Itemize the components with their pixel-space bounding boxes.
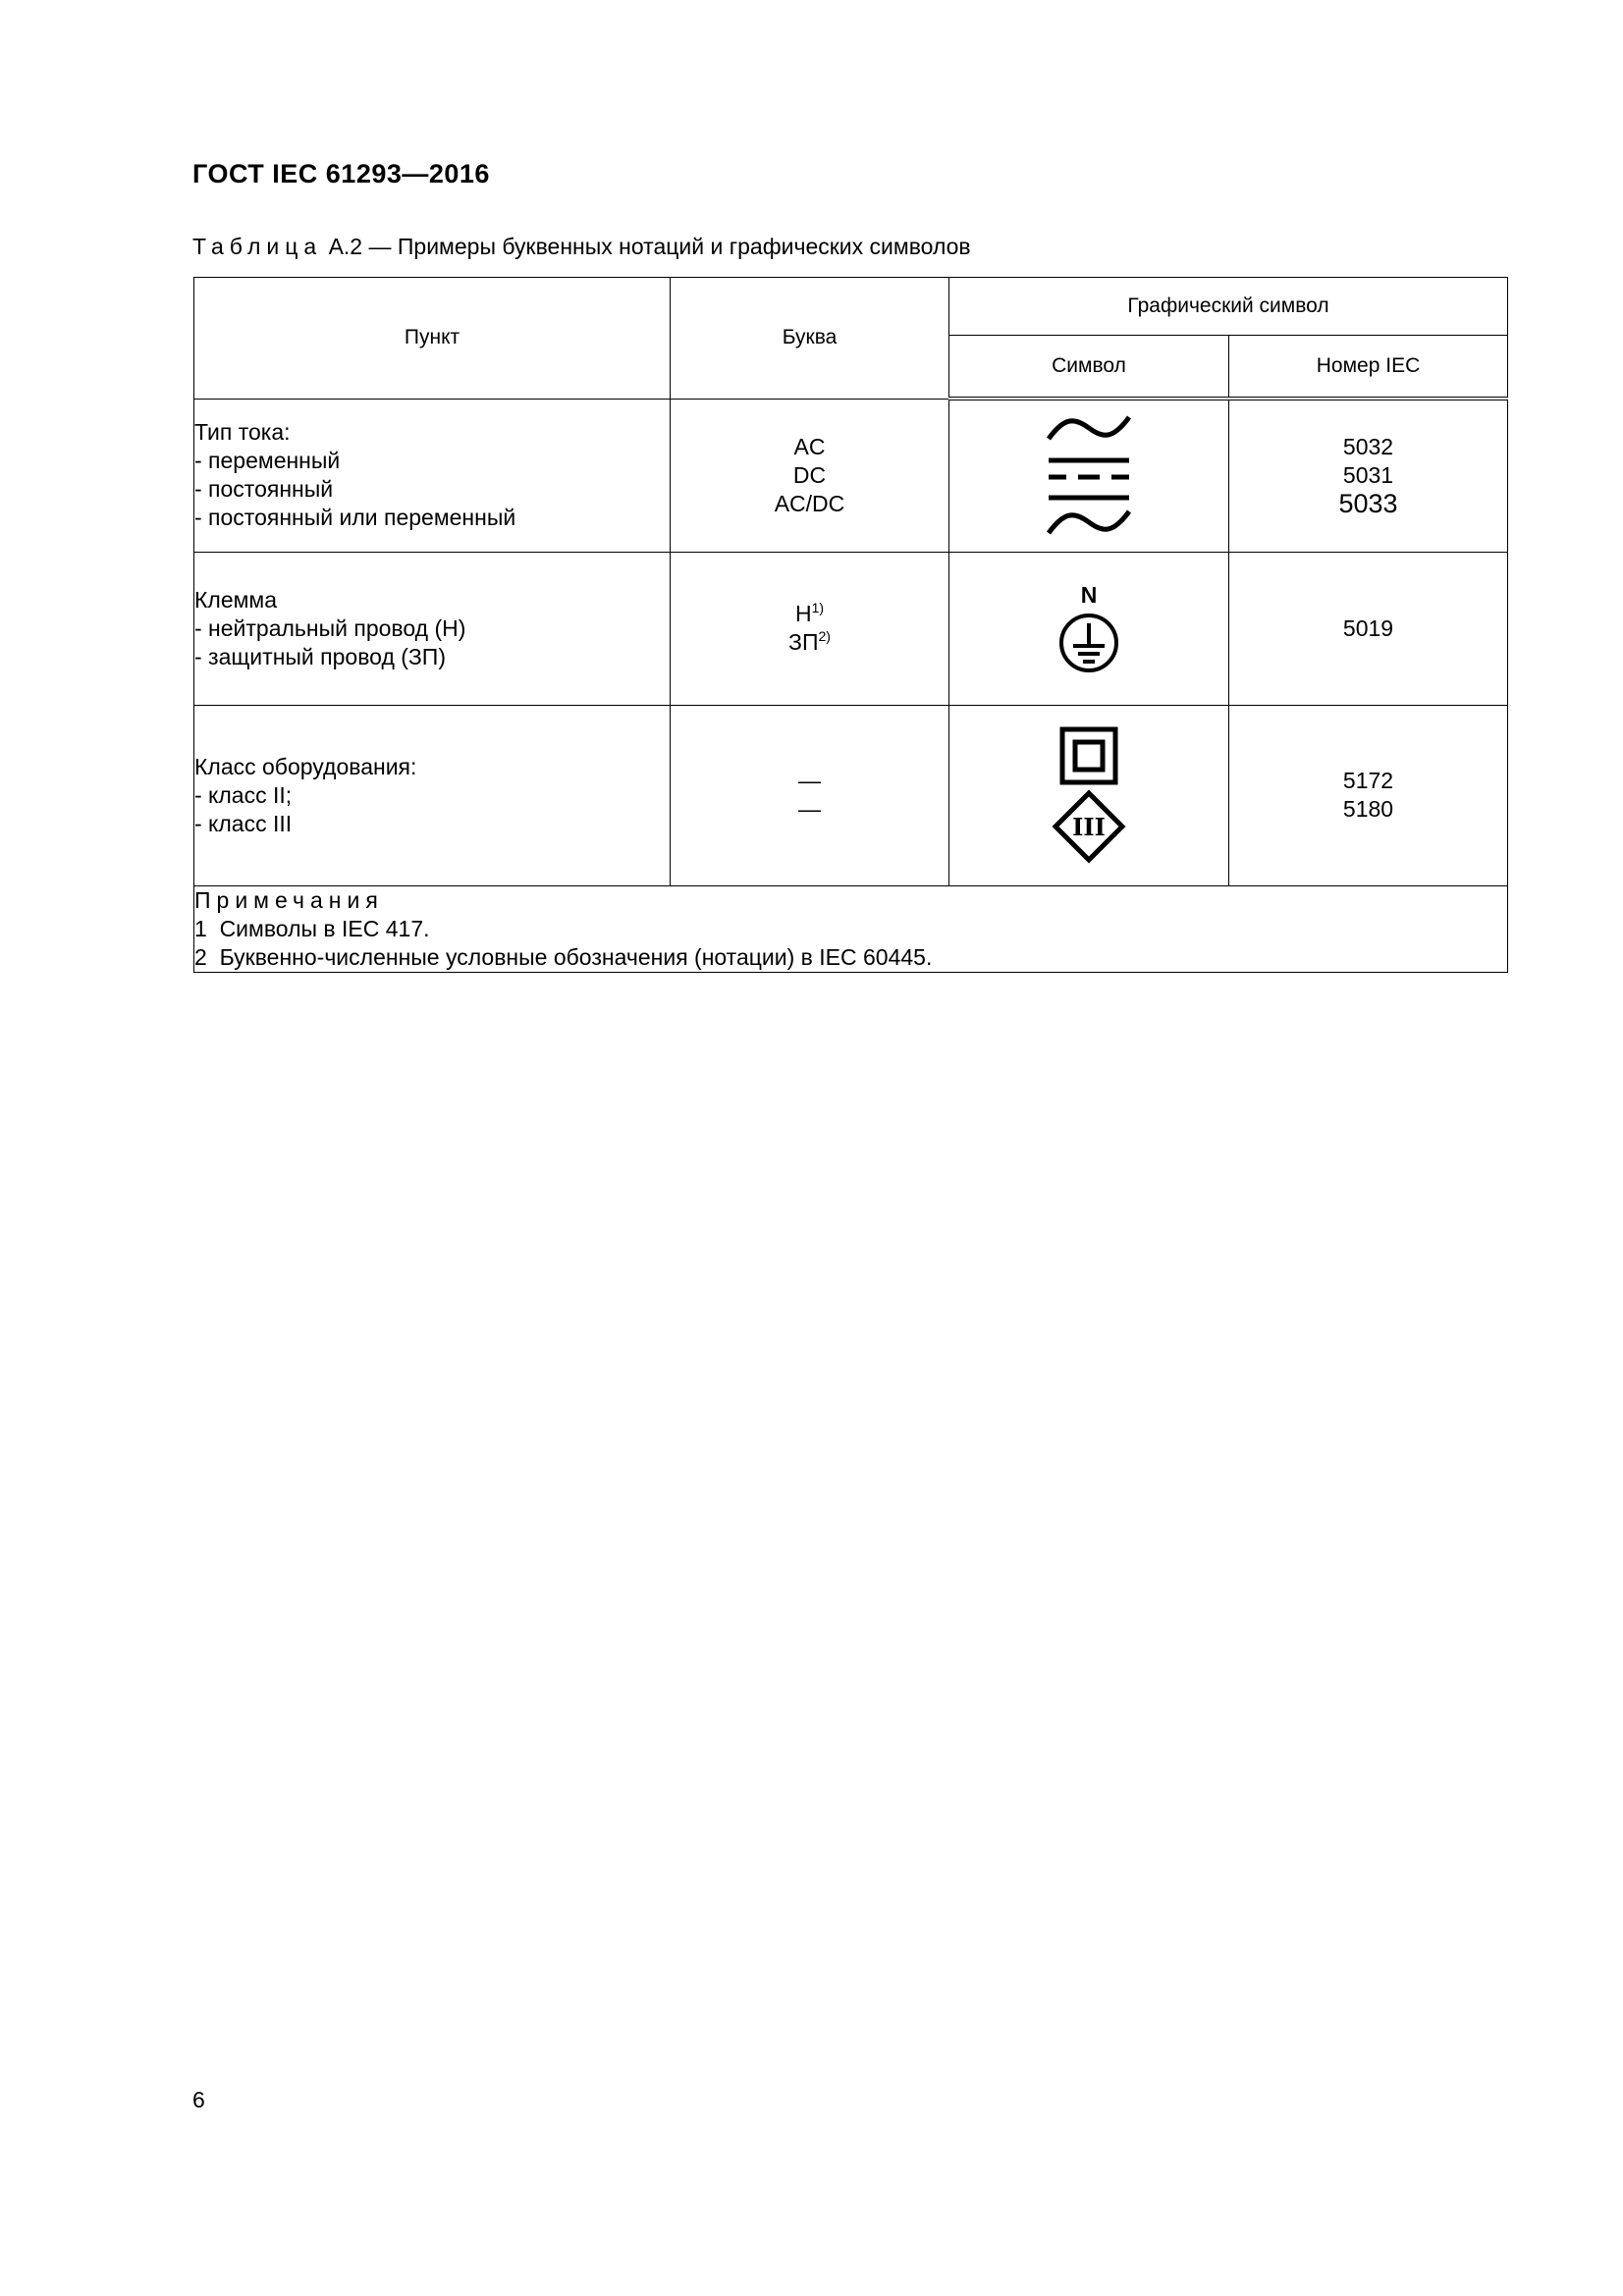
letter-value: — — [798, 768, 821, 793]
header-letter: Буква — [671, 278, 949, 400]
notation-symbols-table — [193, 277, 1508, 973]
dc-icon — [1049, 460, 1129, 477]
header-symbol: Символ — [949, 336, 1229, 400]
item-cell — [194, 705, 671, 885]
item-line: - переменный — [194, 448, 341, 473]
footnote-ref: 2) — [818, 628, 831, 644]
item-line: Клемма — [194, 586, 278, 613]
iec-number-cell — [1229, 552, 1508, 705]
page-number: 6 — [192, 2087, 205, 2112]
item-line: - класс II; — [194, 781, 293, 808]
item-line: - защитный провод (ЗП) — [194, 643, 446, 669]
iec-number: 5180 — [1342, 796, 1394, 822]
table-caption-text: А.2 — Примеры буквенных нотаций и графических символов — [322, 234, 971, 259]
letter-cell — [671, 399, 949, 552]
letter-value: DC — [792, 461, 827, 488]
iec-number: 5172 — [1342, 768, 1394, 793]
item-line: - класс III — [194, 810, 293, 836]
item-line: Тип тока: — [194, 419, 291, 445]
table-caption-prefix: Таблица — [192, 234, 323, 259]
iec-number: 5032 — [1342, 434, 1394, 460]
item-cell — [194, 552, 671, 705]
letter-value: $Н^{1)}$ — [794, 600, 825, 626]
iec-number: 5031 — [1342, 462, 1394, 489]
header-item: Пункт — [194, 278, 671, 400]
ac-dc-icon — [1049, 498, 1129, 533]
table-row — [194, 552, 1508, 705]
class-iii-icon — [1052, 789, 1126, 864]
ac-icon — [1049, 417, 1129, 439]
item-line: - нейтральный провод (Н) — [194, 614, 466, 641]
letter-value: ЗП$^{2)}$ — [788, 628, 831, 655]
table-caption — [192, 234, 971, 260]
table-row — [194, 705, 1508, 885]
iec-number: 5033 — [1338, 489, 1398, 519]
iec-number-cell — [1229, 705, 1508, 885]
notes-title: Примечания — [194, 886, 384, 913]
letter-cell — [671, 705, 949, 885]
header-graphic-symbol: Графический символ — [949, 278, 1508, 336]
symbol-cell — [949, 399, 1229, 552]
symbol-cell — [949, 552, 1229, 705]
current-type-symbols — [1045, 413, 1133, 539]
footnote-ref: 1) — [811, 600, 825, 615]
letter-value: — — [798, 796, 821, 822]
table-row — [194, 399, 1508, 552]
item-line: - постоянный — [194, 476, 334, 502]
neutral-symbol-label: N — [1080, 582, 1098, 608]
item-cell — [194, 399, 671, 552]
item-line: - постоянный или переменный — [194, 505, 516, 530]
note-line: 2 Буквенно-численные условные обозначения (нотации) в IEC 60445. — [194, 943, 933, 970]
svg-text:III: III — [1072, 813, 1106, 841]
notes-row — [194, 885, 1508, 972]
protective-earth-icon — [1057, 612, 1120, 674]
symbol-cell — [949, 705, 1229, 885]
note-line: 1 Символы в IEC 417. — [194, 915, 430, 941]
header-iec-number: Номер IEC — [1229, 336, 1508, 400]
iec-number-cell — [1229, 399, 1508, 552]
notes-cell — [194, 885, 1508, 972]
class-ii-icon — [1059, 726, 1118, 785]
iec-number: 5019 — [1342, 614, 1394, 641]
letter-value: AC/DC — [774, 490, 845, 516]
document-title: ГОСТ IEC 61293—2016 — [192, 159, 490, 188]
item-line: Класс оборудования: — [194, 753, 417, 779]
letter-cell — [671, 552, 949, 705]
letter-value: AC — [793, 433, 826, 459]
